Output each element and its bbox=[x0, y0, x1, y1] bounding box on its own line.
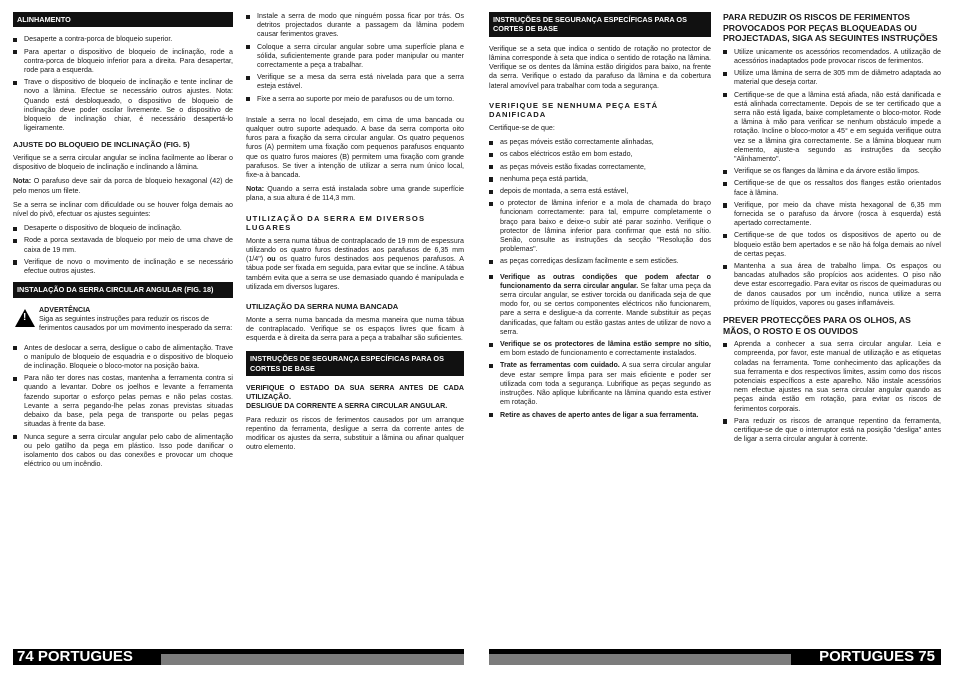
list-item-lead: Verifique se os protectores de lâmina estão sempre no sítio, bbox=[500, 340, 711, 349]
heading-nenhuma-peca: VERIFIQUE SE NENHUMA PEÇA ESTÁ DANIFICADA bbox=[489, 100, 659, 120]
list-item: Desaperte a contra-porca de bloqueio superior. bbox=[13, 35, 233, 44]
list-item: Rode a porca sextavada de bloqueio por meio de uma chave de caixa de 19 mm. bbox=[13, 236, 233, 254]
column-4 bbox=[723, 12, 941, 450]
paragraph: Certifique-se de que: bbox=[489, 124, 555, 133]
list-item: Desaperte o dispositivo de bloqueio de inclinação. bbox=[13, 224, 233, 233]
list-item: Utilize uma lâmina de serra de 305 mm de diâmetro adaptada ao material que deseja cortar. bbox=[723, 69, 941, 87]
note-paragraph bbox=[246, 185, 464, 203]
ajuste-list bbox=[13, 224, 233, 276]
paragraph: Para reduzir os riscos de ferimentos causados por um arranque repentino da ferramenta, desligue a serra da corrente antes de modificar os ajustes da serra, substituir a lâmina ou afinar qualquer outro elemento. bbox=[246, 415, 464, 452]
list-item: Verifique, por meio da chave mista hexagonal de 6,35 mm fornecida se o parafuso da árvore (rosca à esquerda) está apertado correctamente. bbox=[723, 201, 941, 229]
list-item: as peças móveis estão correctamente alinhadas, bbox=[489, 138, 711, 147]
paragraph-bold: ou bbox=[266, 255, 276, 264]
list-item: os cabos eléctricos estão em bom estado, bbox=[489, 150, 711, 159]
page-number-right: PORTUGUES 75 bbox=[819, 648, 935, 665]
check-list bbox=[489, 138, 711, 266]
footer-right bbox=[489, 649, 941, 665]
warning-triangle-icon: ! bbox=[15, 309, 35, 327]
list-item: Fixe a serra ao suporte por meio de parafusos ou de um torno. bbox=[246, 95, 464, 104]
paragraph: Verifique se a serra circular angular se inclina facilmente ao liberar o dispositivo de bloqueio de inclinação e inclinando a lâmina. bbox=[13, 154, 233, 172]
list-item: Para apertar o dispositivo de bloqueio de inclinação, rode a contra-porca de bloqueio inferior para a direita. Para desapertar, rode para a esquerda. bbox=[13, 48, 233, 76]
list-item bbox=[489, 273, 711, 337]
list-item: Coloque a serra circular angular sobre uma superfície plana e sólida, suficientemente grande para poder manipular ou manter correctamente a peça a trabalhar. bbox=[246, 43, 464, 71]
list-item: Verifique de novo o movimento de inclinação e se necessário efectue outros ajustes. bbox=[13, 258, 233, 276]
column-3 bbox=[489, 12, 711, 426]
heading-diversos-lugares: UTILIZAÇÃO DA SERRA EM DIVERSOS LUGARES bbox=[246, 213, 426, 233]
note-paragraph bbox=[13, 177, 233, 195]
list-item bbox=[489, 361, 711, 407]
list-item-text: Se faltar uma peça da serra circular angular, se estiver torcida ou danificada seja de que modo for, ou se certos componentes eléctricos não funcionarem, pare a serra e desligue-a da corrente. Mande substituir as peças danificadas, que faltam ou estão gastas antes de utilizar de novo a serra. bbox=[500, 281, 711, 336]
list-item: Certifique-se de que os ressaltos dos flanges estão orientados face à lâmina. bbox=[723, 179, 941, 197]
list-item-lead: Trate as ferramentas com cuidado. bbox=[500, 361, 620, 370]
list-item: Para reduzir os riscos de arranque repentino da ferramenta, certifique-se de que o interruptor está na posição "desliga" antes de ligar a serra circular angular à corrente. bbox=[723, 417, 941, 445]
list-item: nenhuma peça está partida, bbox=[489, 175, 711, 184]
list-item: Certifique-se de que a lâmina está afiada, não está danificada e está alinhada correctamente. Depois de se ter certificado que a serra não está ligada, baixe completamente o bloco-motor. Rode a lâmina à mão para verificar se nenhum obstáculo impede a rotação. Incline o bloco-motor a 45° e em seguida verifique outra vez se a lâmina gira correctamente. Se a lâmina bloquear num elemento, ajuste-a segundo as instruções da secção "Alinhamento". bbox=[723, 91, 941, 165]
list-item-lead: Retire as chaves de aperto antes de ligar a sua ferramenta. bbox=[500, 410, 699, 419]
heading-prever-proteccoes: PREVER PROTECÇÕES PARA OS OLHOS, AS MÃOS, O ROSTO E OS OUVIDOS bbox=[723, 315, 911, 336]
reduzir-list bbox=[723, 48, 941, 308]
section-header-seguranca: INSTRUÇÕES DE SEGURANÇA ESPECÍFICAS PARA OS CORTES DE BASE bbox=[489, 12, 711, 37]
prever-list bbox=[723, 340, 941, 444]
list-item bbox=[489, 340, 711, 358]
conditions-list bbox=[489, 273, 711, 420]
paragraph: Verifique se a seta que indica o sentido de rotação no protector de lâmina corresponde à seta que indica o sentido de rotação na lâmina. Verifique se os dentes da lâmina estão dirigidos para baixo, na frente da serra. Verifique o estado da parafuso da lâmina e da cobertura lateral amovível para trabalhar com toda a segurança. bbox=[489, 44, 711, 90]
list-item: Para não ter dores nas costas, mantenha a ferramenta contra si quando a levantar. Dobre os joelhos e levante a ferramenta fazendo suportar o esforço pelas pernas e não pelas costas. Levante a serra pegando-lhe pelas zonas previstas situadas debaixo da base, pela pega de transporte ou pelas pegas situadas à frente da base. bbox=[13, 374, 233, 429]
note-label: Nota: bbox=[246, 185, 265, 194]
list-item: Utilize unicamente os acessórios recomendados. A utilização de acessórios inadaptados pode provocar riscos de ferimentos. bbox=[723, 48, 941, 66]
heading-reduzir-riscos: PARA REDUZIR OS RISCOS DE FERIMENTOS PROVOCADOS POR PEÇAS BLOQUEADAS OU PROJECTADAS, SIGA AS SEGUINTES INSTRUÇÕES bbox=[723, 12, 938, 44]
list-item: Nunca segure a serra circular angular pelo cabo de alimentação ou pelo gatilho da pega em plástico. Isso pode danificar o isolamento dos cabos ou das conexões e provocar um choque eléctrico ou um incêndio. bbox=[13, 433, 233, 470]
setup-list bbox=[246, 12, 464, 104]
list-item: Antes de deslocar a serra, desligue o cabo de alimentação. Trave o manípulo de bloqueio de esquadria e o dispositivo de bloqueio de inclinação. Bloqueie o bloco-motor na posição baixa. bbox=[13, 344, 233, 372]
note-text: O parafuso deve sair da porca de bloqueio hexagonal (42) de pelo menos um filete. bbox=[13, 177, 233, 195]
paragraph: Monte a serra numa bancada da mesma maneira que numa tábua de contraplacado. Verifique se os espaços livres que ficam à esquerda e à direita da serra para a peça a trabalhar são suficientes. bbox=[246, 315, 464, 343]
section-header-seguranca: INSTRUÇÕES DE SEGURANÇA ESPECÍFICAS PARA OS CORTES DE BASE bbox=[246, 351, 464, 376]
list-item-lead: Verifique as outras condições que podem afectar o funcionamento da serra circular angular. bbox=[500, 272, 711, 290]
list-item-text: em bom estado de funcionamento e correctamente instalados. bbox=[500, 349, 697, 358]
list-item: as peças corrediças deslizam facilmente e sem esticões. bbox=[489, 257, 711, 266]
note-text: Quando a serra está instalada sobre uma grande superfície plana, a sua altura é de 114,3 mm. bbox=[246, 185, 464, 203]
page-number-left: 74 PORTUGUES bbox=[17, 648, 133, 665]
list-item: Aprenda a conhecer a sua serra circular angular. Leia e compreenda, por favor, este manual de utilização e as etiquetas coladas na ferramenta. Tome conhecimento das aplicações da sua ferramenta e dos respectivos limites, assim como dos riscos potenciais específicos a este aparelho. Não instale acessórios nem efectue ajustes na sua serra circular angular quando as peças ainda estão em rotação, para evitar os riscos de ferimentos corporais. bbox=[723, 340, 941, 414]
column-1 bbox=[13, 12, 233, 475]
note-label: Nota: bbox=[13, 177, 32, 186]
list-item: Verifique se a mesa da serra está nivelada para que a serra esteja estável. bbox=[246, 73, 464, 91]
footer-left bbox=[13, 649, 464, 665]
warning-block bbox=[13, 306, 233, 336]
paragraph bbox=[246, 384, 464, 412]
alinhamento-list bbox=[13, 35, 233, 133]
list-item-text: A sua serra circular angular deve estar sempre limpa para ser mais eficiente e poder ser utilizada com toda a segurança. Lubrifique as peças segundo as instruções. Não aplique lubrificante na lâmina quando esta estiver em rotação. bbox=[500, 361, 711, 407]
paragraph-text: Monte a serra numa tábua de contraplacado de 19 mm de espessura utilizando os quatro furos destinados aos parafusos de 6,35 mm (1/4") bbox=[246, 236, 464, 264]
list-item: Verifique se os flanges da lâmina e da árvore estão limpos. bbox=[723, 167, 941, 176]
list-item bbox=[489, 411, 711, 420]
warning-title: ADVERTÊNCIA bbox=[39, 305, 91, 314]
list-item: Instale a serra de modo que ninguém possa ficar por trás. Os detritos projectados durante a passagem da lâmina podem causar ferimentos graves. bbox=[246, 12, 464, 40]
paragraph-text: os quatro furos destinados aos pequenos parafusos. A tábua pode ser fixada em seguida, para evitar que se incline. A tábua também evita que a serra se use demasiado quando é manipulada e utilizada em diversos lugares. bbox=[246, 255, 464, 291]
heading-ajuste-bloqueio: AJUSTE DO BLOQUEIO DE INCLINAÇÃO (FIG. 5) bbox=[13, 140, 190, 150]
list-item: as peças móveis estão fixadas correctamente, bbox=[489, 163, 711, 172]
list-item: Certifique-se de que todos os dispositivos de aperto ou de bloqueio estão bem apertados e se não há folga demais ao nível de certas peças. bbox=[723, 231, 941, 259]
bold-line: DESLIGUE DA CORRENTE A SERRA CIRCULAR ANGULAR. bbox=[246, 402, 448, 411]
section-header-instalacao: INSTALAÇÃO DA SERRA CIRCULAR ANGULAR (FIG. 18) bbox=[13, 282, 233, 297]
list-item: Mantenha a sua área de trabalho limpa. Os espaços ou bancadas atulhados são propícios aos acidentes. O piso não deve estar escorregadio. Para evitar os riscos de queimaduras ou de danos causados por um incêndio, nunca utilize a serra próximo de líquidos, vapores ou gases inflamáveis. bbox=[723, 262, 941, 308]
warning-text: Siga as seguintes instruções para reduzir os riscos de ferimentos causados por um movimento inesperado da serra: bbox=[39, 314, 233, 333]
paragraph: Se a serra se inclinar com dificuldade ou se houver folga demais ao nível do pivô, efectuar os ajustes seguintes: bbox=[13, 200, 233, 219]
list-item: o protector de lâmina inferior e a mola de chamada do braço funcionam correctamente: para tal, empurre completamente o braço para baixo e deixe-o subir até parar sozinho. Verifique o protector de lâmina inferior para confirmar que está no sítio. Senão, consulte as instruções da secção "Resolução dos problemas". bbox=[489, 199, 711, 254]
instalacao-list bbox=[13, 344, 233, 470]
column-2 bbox=[246, 12, 464, 458]
list-item: depois de montada, a serra está estável, bbox=[489, 187, 711, 196]
list-item: Trave o dispositivo de bloqueio de inclinação e tente inclinar de novo a lâmina. Efectue se necessário outros ajustes. Nota: Quando está desbloqueado, o dispositivo de bloqueio de inclinação deve poder oscilar livremente. Se o dispositivo de bloqueio de inclinação chiar, é necessário desapertá-lo ligeiramente. bbox=[13, 78, 233, 133]
paragraph: Instale a serra no local desejado, em cima de uma bancada ou qualquer outro suporte adequado. A base da serra comporta oito furos para a fixação da serra circular angular. Os quatro pequenos furos (A) permitem uma fixação com pequenos parafusos enquanto que os quatro furos maiores (B) permitem uma fixação com grande parafusos. Se tiver a intenção de utilizar a serra num único local, fixe-a à bancada. bbox=[246, 115, 464, 180]
bold-line: VERIFIQUE O ESTADO DA SUA SERRA ANTES DE CADA UTILIZAÇÃO. bbox=[246, 384, 464, 402]
heading-bancada: UTILIZAÇÃO DA SERRA NUMA BANCADA bbox=[246, 302, 399, 312]
paragraph bbox=[246, 237, 464, 292]
section-header-alinhamento: ALINHAMENTO bbox=[13, 12, 233, 27]
